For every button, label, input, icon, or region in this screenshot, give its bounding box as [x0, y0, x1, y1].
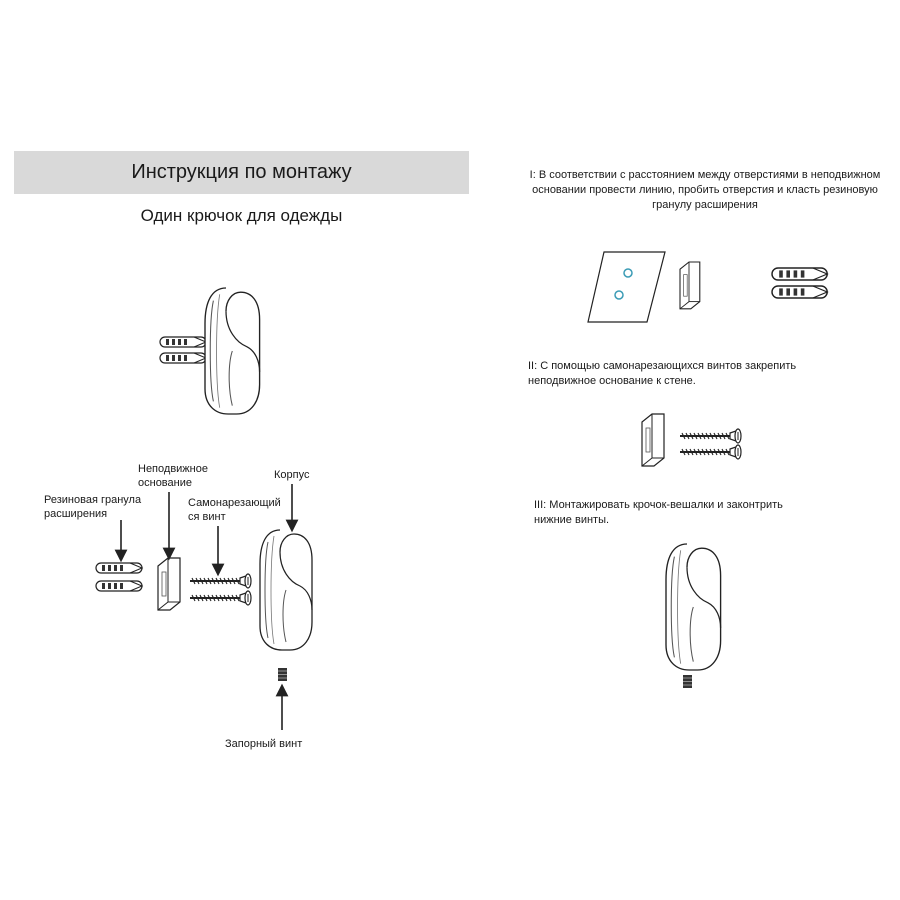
wall-plug — [160, 337, 206, 347]
self-tapping-screw — [190, 591, 251, 605]
hook-body — [205, 288, 260, 414]
wall-plug — [772, 286, 827, 298]
hook-body — [666, 544, 721, 670]
hook-body — [260, 530, 312, 650]
page-subtitle: Один крючок для одежды — [140, 206, 343, 225]
step-1-text: I: В соответствии с расстоянием между отверстиями в неподвижном основании провести линию, пробить отверстия и класть резиновую гранулу расширения — [529, 169, 881, 211]
label-fixed-base: Неподвижное основание — [138, 463, 208, 489]
self-tapping-screw — [680, 445, 741, 459]
assembled-hook-illustration — [160, 288, 260, 414]
wall-plug — [96, 563, 142, 573]
exploded-view-illustration — [96, 530, 312, 681]
page-title: Инструкция по монтажу — [131, 161, 352, 183]
step-2-text: II: С помощью самонарезающихся винтов закрепить неподвижное основание к стене. — [528, 360, 797, 387]
wall-plug — [772, 268, 827, 280]
step-2-illustration — [642, 414, 741, 466]
label-self-tapping-screw: Самонарезающий ся винт — [188, 497, 281, 523]
label-rubber-plug: Резиновая гранула расширения — [44, 494, 142, 520]
label-body: Корпус — [274, 469, 310, 481]
lock-screw — [683, 675, 692, 688]
label-lock-screw: Запорный винт — [225, 738, 303, 750]
step-3-illustration — [666, 544, 721, 688]
drill-hole — [615, 291, 623, 299]
self-tapping-screw — [680, 429, 741, 443]
lock-screw — [278, 668, 287, 681]
self-tapping-screw — [190, 574, 251, 588]
fixed-base — [158, 558, 180, 610]
fixed-base — [642, 414, 664, 466]
wall-panel — [588, 252, 665, 322]
fixed-base — [680, 262, 700, 309]
step-1-illustration — [588, 252, 827, 322]
step-3-text: III: Монтажировать крочок-вешалки и законтрить нижние винты. — [534, 499, 783, 526]
wall-plug — [96, 581, 142, 591]
drill-hole — [624, 269, 632, 277]
wall-plug — [160, 353, 206, 363]
